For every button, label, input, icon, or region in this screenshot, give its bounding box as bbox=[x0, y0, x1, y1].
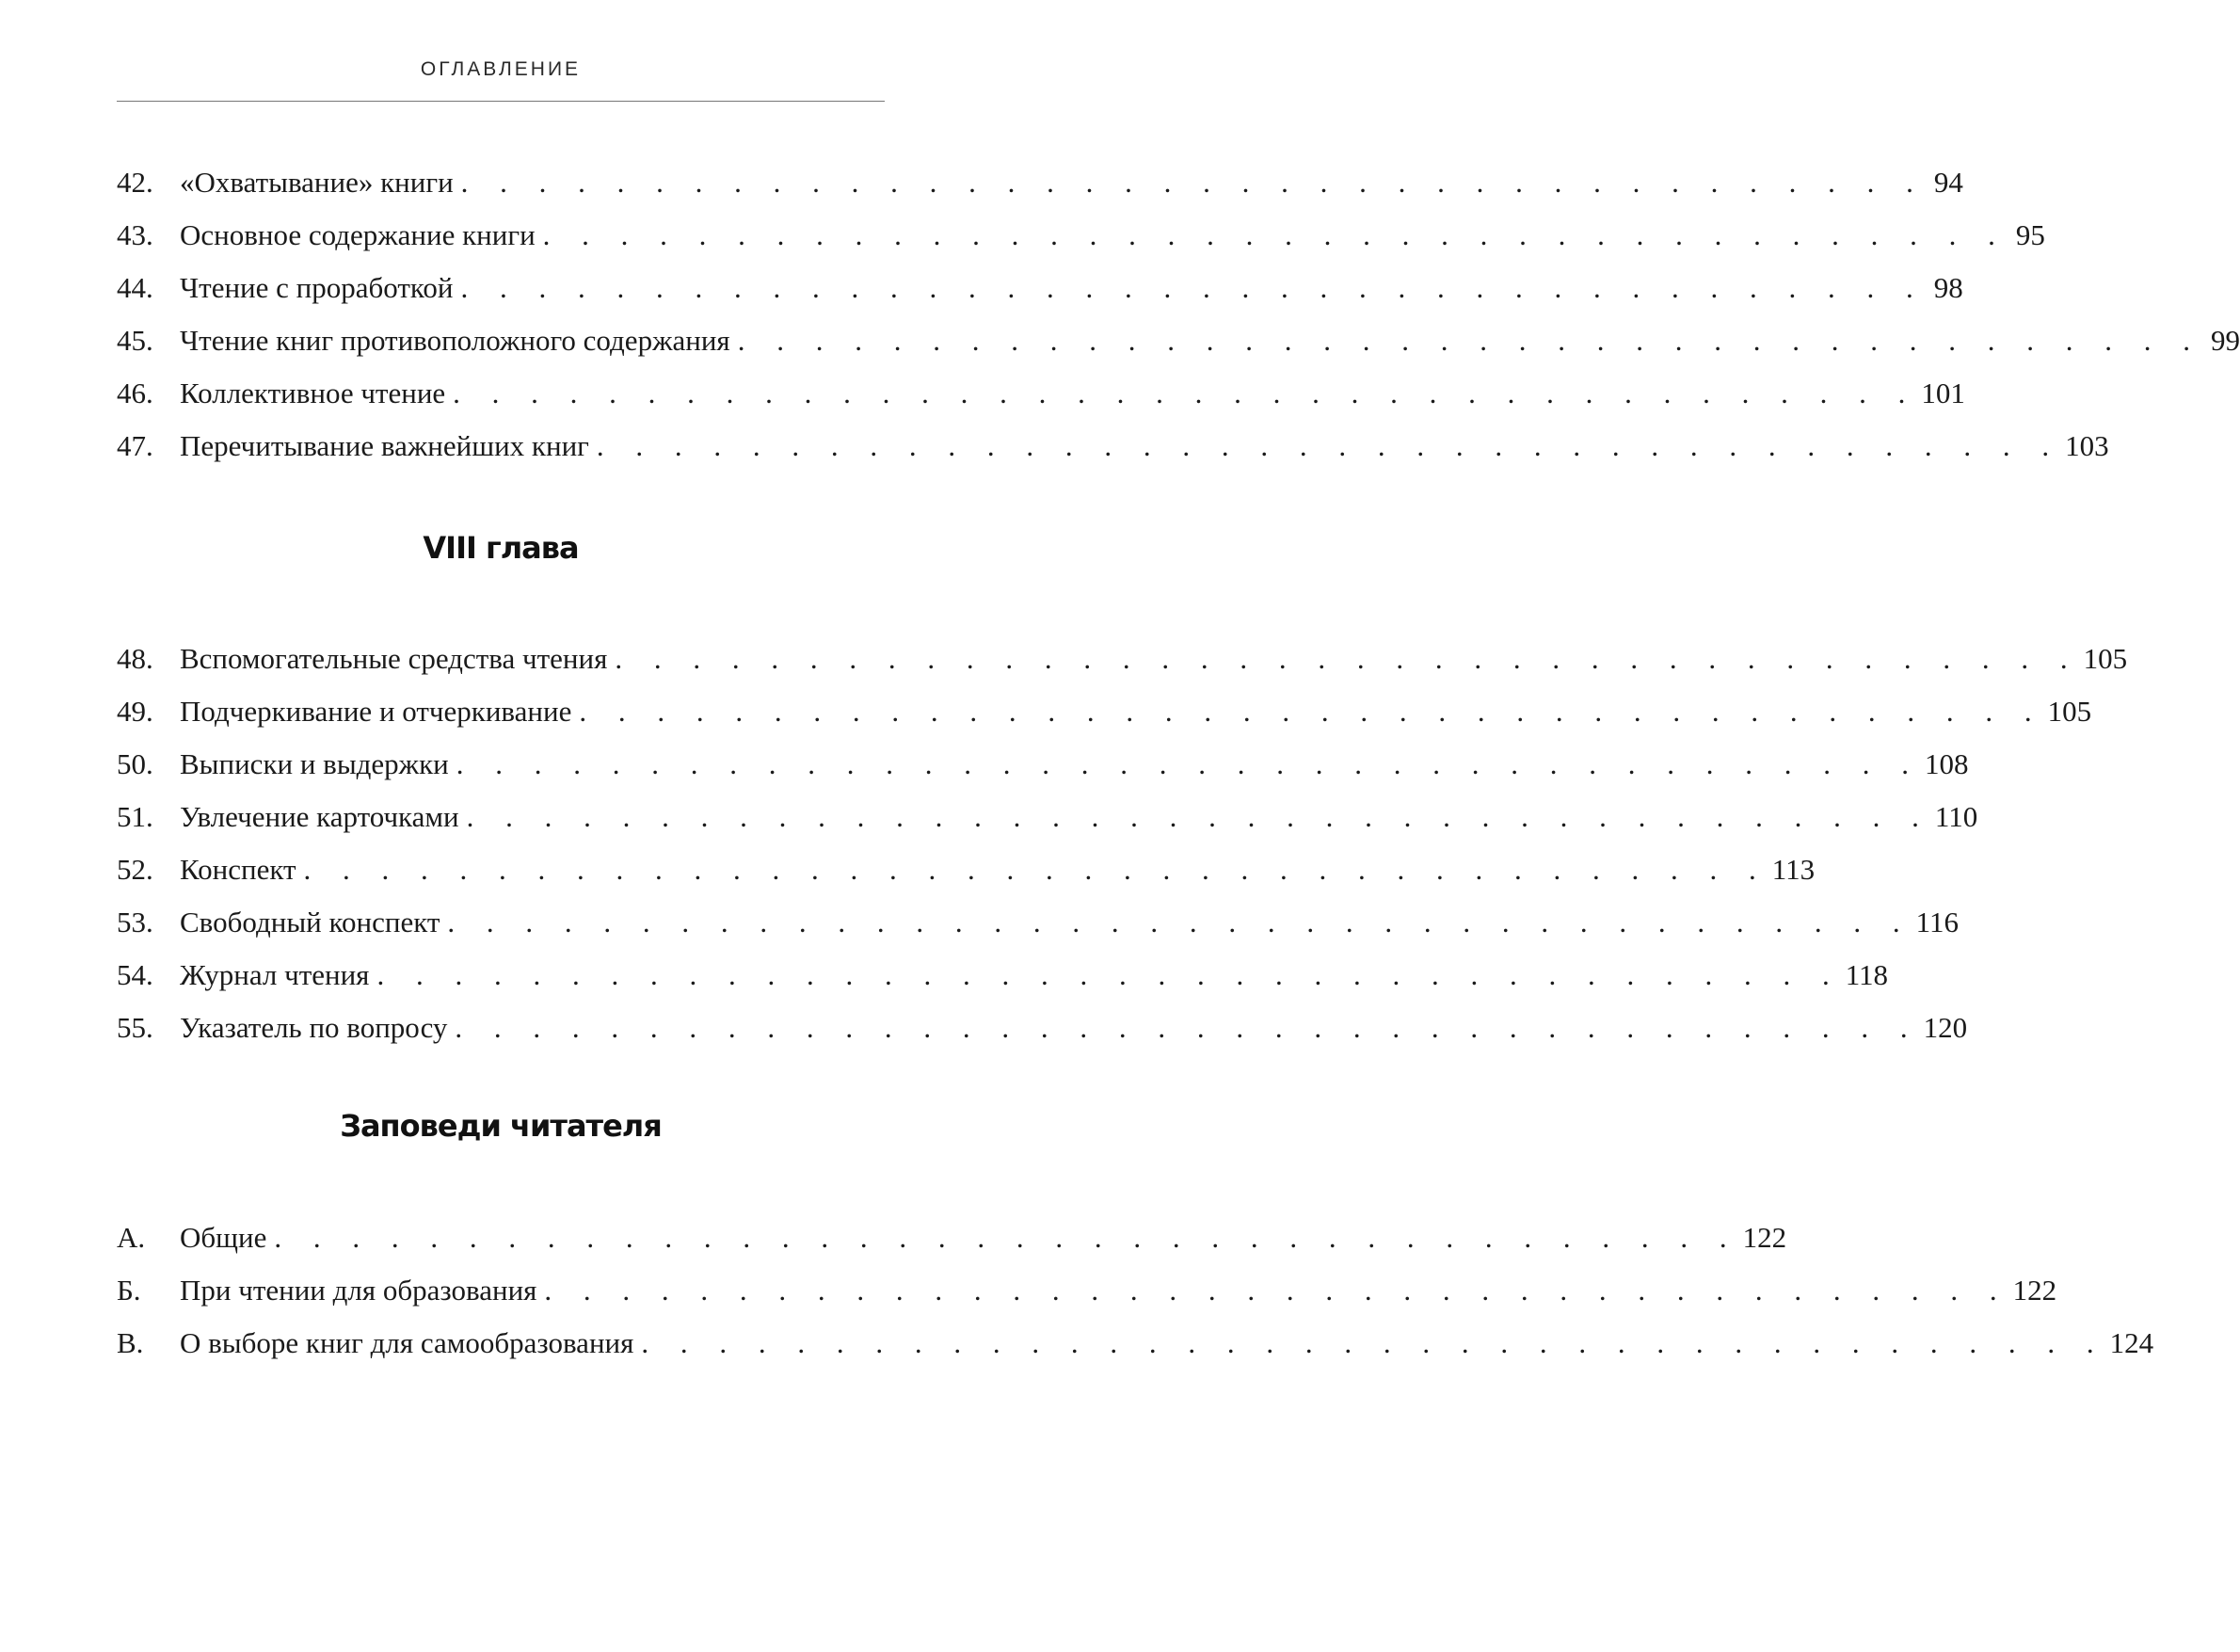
toc-entry-number: В. bbox=[117, 1326, 144, 1359]
toc-entry[interactable] bbox=[117, 420, 2109, 473]
toc-entry-title: Указатель по вопросу bbox=[180, 1011, 448, 1044]
toc-entry-title: Журнал чтения bbox=[180, 958, 370, 991]
toc-entry-title: Вспомогательные средства чтения bbox=[180, 642, 608, 675]
toc-entry[interactable] bbox=[117, 156, 1963, 209]
toc-entry[interactable] bbox=[117, 209, 2045, 262]
toc-entry[interactable] bbox=[117, 633, 2128, 685]
dot-leader: . . . . . . . . . . . . . . . . . . . . . . . . . . . . . . . . . . . . . . bbox=[447, 906, 1912, 938]
toc-entry-page: 95 bbox=[2015, 218, 2045, 251]
dot-leader: . . . . . . . . . . . . . . . . . . . . . . . . . . . . . . . . . . . . . . bbox=[303, 853, 1768, 886]
toc-entry-page: 103 bbox=[2065, 429, 2109, 462]
toc-entry-number: 48. bbox=[117, 642, 153, 675]
toc-entry[interactable] bbox=[117, 1264, 2057, 1317]
toc-entry-number: Б. bbox=[117, 1274, 141, 1307]
dot-leader: . . . . . . . . . . . . . . . . . . . . . . . . . . . . . . . . . . . . . . bbox=[455, 1011, 1920, 1044]
toc-entry-number: 50. bbox=[117, 747, 153, 780]
toc-section-chapter-8 bbox=[117, 633, 2128, 1054]
toc-entry-title: Чтение книг противоположного содержания bbox=[180, 324, 730, 357]
running-head: ОГЛАВЛЕНИЕ bbox=[420, 58, 582, 80]
toc-entry-page: 99 bbox=[2210, 324, 2240, 357]
dot-leader: . . . . . . . . . . . . . . . . . . . . . . . . . . . . . . . . . . . . . . bbox=[544, 1274, 2009, 1307]
toc-entry-page: 108 bbox=[1925, 747, 1969, 780]
toc-entry-page: 94 bbox=[1933, 166, 1963, 199]
toc-entry-title: Подчеркивание и отчеркивание bbox=[180, 695, 572, 728]
toc-entry-page: 120 bbox=[1923, 1011, 1968, 1044]
dot-leader: . . . . . . . . . . . . . . . . . . . . . . . . . . . . . . . . . . . . . . bbox=[460, 166, 1926, 199]
toc-entry-title: Чтение с проработкой bbox=[180, 271, 454, 304]
toc-entry-number: 49. bbox=[117, 695, 153, 728]
toc-entry[interactable] bbox=[117, 791, 1978, 843]
toc-entry-number: 42. bbox=[117, 166, 153, 199]
toc-entry-title: Выписки и выдержки bbox=[180, 747, 449, 780]
toc-entry-page: 113 bbox=[1771, 853, 1816, 886]
toc-entry-number: А. bbox=[117, 1221, 146, 1254]
commandments-heading: Заповеди читателя bbox=[340, 1108, 662, 1144]
dot-leader: . . . . . . . . . . . . . . . . . . . . . . . . . . . . . . . . . . . . . . bbox=[542, 218, 2008, 251]
toc-section-continued bbox=[117, 156, 2240, 473]
dot-leader: . . . . . . . . . . . . . . . . . . . . . . . . . . . . . . . . . . . . . . bbox=[456, 747, 1922, 780]
toc-entry-page: 118 bbox=[1845, 958, 1889, 991]
dot-leader: . . . . . . . . . . . . . . . . . . . . . . . . . . . . . . . . . . . . . . bbox=[737, 324, 2202, 357]
toc-entry-title: Увлечение карточками bbox=[180, 800, 459, 833]
toc-entry-title: Коллективное чтение bbox=[180, 377, 446, 409]
toc-entry-number: 44. bbox=[117, 271, 153, 304]
toc-entry-page: 110 bbox=[1934, 800, 1978, 833]
toc-entry[interactable] bbox=[117, 314, 2240, 367]
toc-entry-title: Общие bbox=[180, 1221, 267, 1254]
dot-leader: . . . . . . . . . . . . . . . . . . . . . . . . . . . . . . . . . . . . . . bbox=[596, 429, 2062, 462]
toc-entry-number: 53. bbox=[117, 906, 153, 938]
toc-entry[interactable] bbox=[117, 367, 1965, 420]
toc-entry-title: Конспект bbox=[180, 853, 296, 886]
dot-leader: . . . . . . . . . . . . . . . . . . . . . . . . . . . . . . . . . . . . . . bbox=[579, 695, 2044, 728]
toc-entry-page: 122 bbox=[1742, 1221, 1787, 1254]
toc-entry-number: 45. bbox=[117, 324, 153, 357]
toc-entry-number: 54. bbox=[117, 958, 153, 991]
toc-entry[interactable] bbox=[117, 1317, 2154, 1370]
toc-entry[interactable] bbox=[117, 1211, 1787, 1264]
toc-entry-page: 101 bbox=[1921, 377, 1965, 409]
toc-entry[interactable] bbox=[117, 738, 1969, 791]
dot-leader: . . . . . . . . . . . . . . . . . . . . . . . . . . . . . . . . . . . . . . bbox=[274, 1221, 1739, 1254]
dot-leader: . . . . . . . . . . . . . . . . . . . . . . . . . . . . . . . . . . . . . . bbox=[460, 271, 1926, 304]
toc-entry[interactable] bbox=[117, 685, 2092, 738]
toc-entry[interactable] bbox=[117, 896, 1960, 949]
toc-entry[interactable] bbox=[117, 949, 1889, 1002]
dot-leader: . . . . . . . . . . . . . . . . . . . . . . . . . . . . . . . . . . . . . . bbox=[641, 1326, 2106, 1359]
toc-entry-page: 105 bbox=[2047, 695, 2092, 728]
toc-section-commandments bbox=[117, 1211, 2154, 1370]
toc-entry-title: «Охватывание» книги bbox=[180, 166, 454, 199]
toc-entry-number: 46. bbox=[117, 377, 153, 409]
toc-entry-number: 47. bbox=[117, 429, 153, 462]
toc-entry-title: О выборе книг для самообразования bbox=[180, 1326, 634, 1359]
dot-leader: . . . . . . . . . . . . . . . . . . . . . . . . . . . . . . . . . . . . . . bbox=[453, 377, 1918, 409]
toc-entry[interactable] bbox=[117, 1002, 1968, 1054]
toc-entry[interactable] bbox=[117, 262, 1963, 314]
toc-entry-title: Основное содержание книги bbox=[180, 218, 536, 251]
toc-entry-page: 98 bbox=[1933, 271, 1963, 304]
header-rule bbox=[117, 101, 885, 102]
toc-entry-page: 122 bbox=[2012, 1274, 2057, 1307]
dot-leader: . . . . . . . . . . . . . . . . . . . . . . . . . . . . . . . . . . . . . . bbox=[615, 642, 2080, 675]
toc-entry-number: 43. bbox=[117, 218, 153, 251]
book-page bbox=[117, 0, 2240, 1652]
dot-leader: . . . . . . . . . . . . . . . . . . . . . . . . . . . . . . . . . . . . . . bbox=[376, 958, 1842, 991]
toc-entry-number: 52. bbox=[117, 853, 153, 886]
toc-entry-page: 105 bbox=[2083, 642, 2128, 675]
chapter-heading: VIII глава bbox=[423, 530, 579, 566]
toc-entry-number: 55. bbox=[117, 1011, 153, 1044]
toc-entry-title: При чтении для образования bbox=[180, 1274, 537, 1307]
dot-leader: . . . . . . . . . . . . . . . . . . . . . . . . . . . . . . . . . . . . . . bbox=[466, 800, 1931, 833]
toc-entry-page: 124 bbox=[2109, 1326, 2154, 1359]
toc-entry-title: Перечитывание важнейших книг bbox=[180, 429, 589, 462]
toc-entry-title: Свободный конспект bbox=[180, 906, 440, 938]
toc-entry[interactable] bbox=[117, 843, 1816, 896]
toc-entry-page: 116 bbox=[1915, 906, 1960, 938]
toc-entry-number: 51. bbox=[117, 800, 153, 833]
